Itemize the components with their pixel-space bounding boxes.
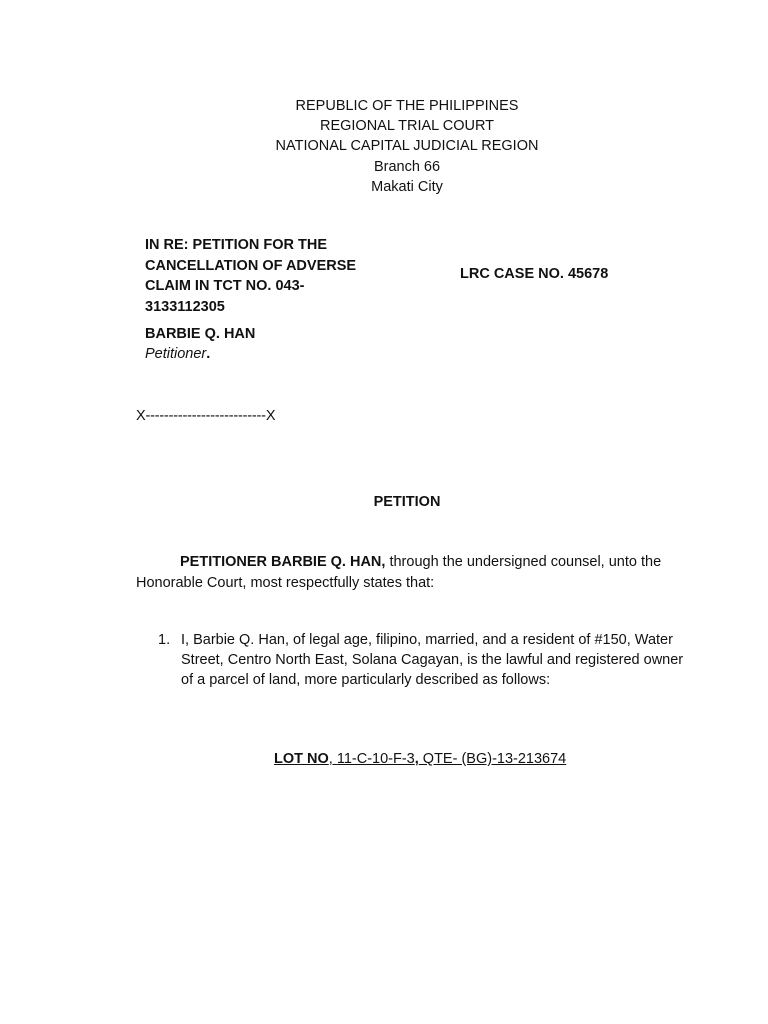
- caption-line: CANCELLATION OF ADVERSE: [145, 257, 357, 274]
- case-number: LRC CASE NO. 45678: [460, 266, 609, 282]
- header-republic: REPUBLIC OF THE PHILIPPINES: [295, 98, 519, 114]
- lot-separator-bold: ,: [414, 751, 419, 767]
- lot-survey: QTE- (BG)-13-213674: [418, 751, 567, 767]
- caption-line: CLAIM IN TCT NO. 043-: [145, 278, 305, 294]
- caption-line: 3133112305: [145, 298, 225, 315]
- list-item: [158, 630, 698, 691]
- petitioner-role-period: .: [206, 346, 211, 362]
- petitioner-role: [145, 346, 210, 362]
- case-caption: [145, 235, 375, 317]
- document-title: PETITION: [373, 494, 441, 510]
- numbered-list: [158, 630, 698, 691]
- caption-line: IN RE: PETITION FOR THE: [145, 237, 328, 253]
- list-item-text: I, Barbie Q. Han, of legal age, filipino, married, and a resident of #150, Water Street, Centro North East, Solana Cagayan, is the lawful and registered owner of a parcel of land, more particularly described as follows:: [181, 632, 684, 689]
- lot-number: 11-C-10-F-3: [336, 751, 415, 767]
- court-header: [0, 96, 768, 197]
- header-city: Makati City: [371, 178, 443, 195]
- lot-separator: ,: [328, 751, 337, 767]
- petitioner-role-label: Petitioner: [145, 346, 207, 362]
- header-region: NATIONAL CAPITAL JUDICIAL REGION: [275, 138, 539, 155]
- header-branch: Branch 66: [373, 158, 441, 175]
- intro-lead: PETITIONER BARBIE Q. HAN,: [180, 554, 386, 570]
- lot-description: [274, 751, 566, 767]
- intro-paragraph: [136, 552, 696, 594]
- list-item-number: 1.: [158, 632, 171, 648]
- header-court: REGIONAL TRIAL COURT: [319, 118, 495, 135]
- lot-label: LOT NO: [274, 751, 329, 767]
- petitioner-name: BARBIE Q. HAN: [145, 326, 256, 342]
- caption-divider: X--------------------------X: [136, 408, 276, 424]
- intro-text: through the undersigned counsel, unto the Honorable Court, most respectfully states that:: [136, 554, 662, 591]
